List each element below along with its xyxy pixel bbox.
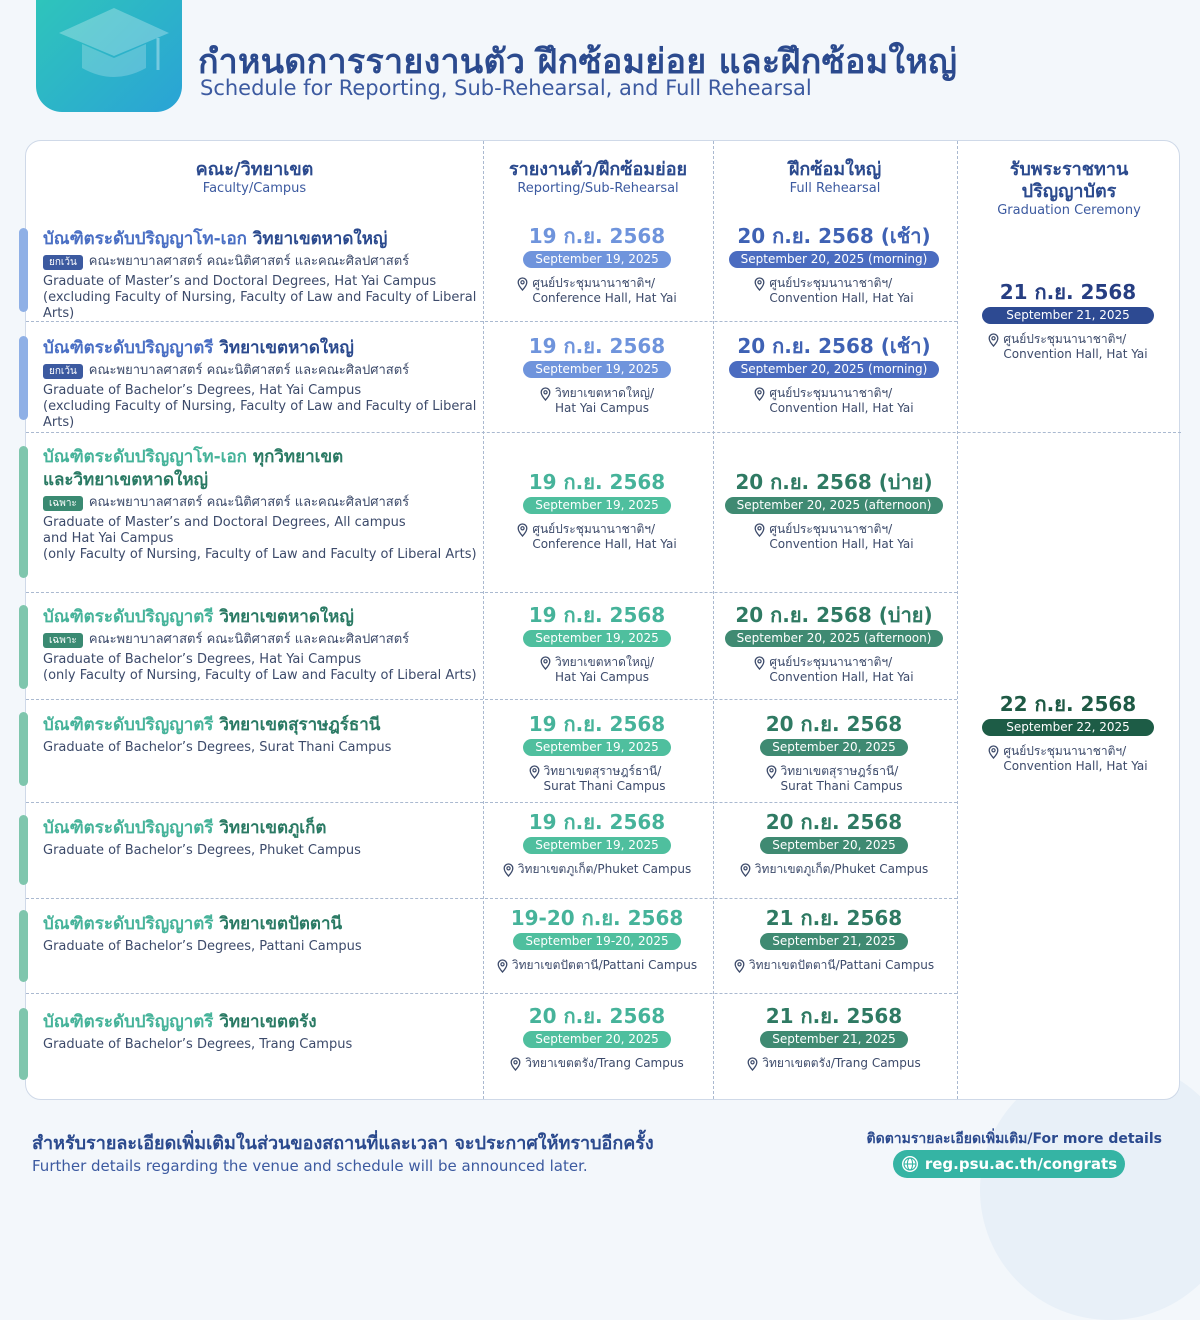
row-divider	[26, 592, 957, 593]
row-en-line: Graduate of Bachelor’s Degrees, Pattani Campus	[43, 939, 362, 954]
location: วิทยาเขตตรัง/Trang Campus	[747, 1056, 920, 1071]
date-th: 19 ก.ย. 2568	[528, 470, 666, 494]
column-header-en: Full Rehearsal	[789, 181, 881, 196]
full-rehearsal-cell	[712, 603, 956, 685]
row-accent-bar	[19, 336, 28, 420]
row-divider	[26, 898, 957, 899]
table-row	[43, 817, 478, 859]
location-pin-icon	[740, 863, 751, 877]
column-header-th: ฝึกซ้อมใหญ่	[788, 159, 882, 180]
column-header-th-line2: ปริญญาบัตร	[1021, 181, 1117, 202]
location: ศูนย์ประชุมนานาชาติฯ/ Conference Hall, Hat Yai	[517, 276, 676, 306]
row-en-line: (excluding Faculty of Nursing, Faculty of Law and Faculty of Liberal Arts)	[43, 290, 477, 321]
row-accent-bar	[19, 446, 28, 578]
row-tag-line: ยกเว้น คณะพยาบาลศาสตร์ คณะนิติศาสตร์ และคณะศิลปศาสตร์	[43, 253, 478, 271]
reporting-cell	[482, 1004, 712, 1075]
date-th: 19 ก.ย. 2568	[528, 603, 666, 627]
full-rehearsal-cell	[712, 906, 956, 977]
location-pin-icon	[747, 1057, 758, 1071]
page-subtitle: Schedule for Reporting, Sub-Rehearsal, and Full Rehearsal	[200, 76, 812, 100]
full-rehearsal-cell	[712, 810, 956, 881]
date-th: 22 ก.ย. 2568	[999, 692, 1137, 716]
row-title: บัณฑิตระดับปริญญาโท-เอก วิทยาเขตหาดใหญ่	[43, 229, 388, 249]
row-en-line: (only Faculty of Nursing, Faculty of Law and Faculty of Liberal Arts)	[43, 547, 477, 562]
location: วิทยาเขตสุราษฎร์ธานี/ Surat Thani Campus	[766, 764, 903, 794]
row-title: บัณฑิตระดับปริญญาตรี วิทยาเขตตรัง	[43, 1012, 317, 1032]
follow-label: ติดตามรายละเอียดเพิ่มเติม/For more details	[866, 1131, 1162, 1147]
date-pill: September 21, 2025	[760, 1031, 908, 1048]
status-badge: เฉพาะ	[43, 633, 83, 648]
reporting-cell	[482, 470, 712, 552]
location-pin-icon	[503, 863, 514, 877]
row-en-line: Graduate of Bachelor’s Degrees, Surat Thani Campus	[43, 740, 392, 755]
column-header-th: รายงานตัว/ฝึกซ้อมย่อย	[508, 159, 688, 180]
table-row	[43, 1011, 478, 1053]
logo-badge	[36, 0, 182, 112]
row-divider	[26, 699, 957, 700]
date-pill: September 20, 2025	[760, 837, 908, 854]
date-th: 19 ก.ย. 2568	[528, 712, 666, 736]
date-pill: September 20, 2025 (morning)	[729, 251, 940, 268]
location-pin-icon	[766, 765, 777, 779]
date-pill: September 20, 2025 (afternoon)	[725, 630, 944, 647]
location: วิทยาเขตสุราษฎร์ธานี/ Surat Thani Campus	[529, 764, 666, 794]
row-en-line: (excluding Faculty of Nursing, Faculty of Law and Faculty of Liberal Arts)	[43, 399, 477, 430]
date-pill: September 21, 2025	[760, 933, 908, 950]
location-pin-icon	[497, 959, 508, 973]
column-header-en: Reporting/Sub-Rehearsal	[517, 181, 679, 196]
location-pin-icon	[517, 523, 528, 537]
date-pill: September 19-20, 2025	[513, 933, 680, 950]
page-title: กำหนดการรายงานตัว ฝึกซ้อมย่อย และฝึกซ้อมใหญ่	[198, 42, 958, 82]
location: ศูนย์ประชุมนานาชาติฯ/ Conference Hall, Hat Yai	[517, 522, 676, 552]
column-header-en: Graduation Ceremony	[997, 203, 1141, 218]
location: ศูนย์ประชุมนานาชาติฯ/ Convention Hall, Hat Yai	[754, 276, 913, 306]
location-pin-icon	[540, 656, 551, 670]
row-accent-bar	[19, 712, 28, 786]
date-pill: September 19, 2025	[523, 837, 671, 854]
row-title-line2: และวิทยาเขตหาดใหญ่	[43, 470, 209, 490]
date-th: 20 ก.ย. 2568	[765, 712, 903, 736]
status-badge: ยกเว้น	[43, 255, 83, 270]
column-header-faculty	[26, 159, 483, 197]
row-en-line: Graduate of Master’s and Doctoral Degrees, All campus	[43, 515, 406, 530]
status-badge: เฉพาะ	[43, 496, 83, 511]
location-pin-icon	[988, 333, 999, 347]
row-en-line: Graduate of Master’s and Doctoral Degrees, Hat Yai Campus	[43, 274, 437, 289]
full-rehearsal-cell	[712, 712, 956, 794]
date-pill: September 20, 2025	[760, 739, 908, 756]
row-tag-line: เฉพาะ คณะพยาบาลศาสตร์ คณะนิติศาสตร์ และคณะศิลปศาสตร์	[43, 494, 478, 512]
date-th: 20 ก.ย. 2568 (เช้า)	[737, 334, 931, 358]
column-header-th: คณะ/วิทยาเขต	[195, 159, 314, 180]
reporting-cell	[482, 810, 712, 881]
date-th: 19 ก.ย. 2568	[528, 810, 666, 834]
row-title: บัณฑิตระดับปริญญาตรี วิทยาเขตสุราษฎร์ธานี	[43, 715, 381, 735]
date-pill: September 20, 2025 (morning)	[729, 361, 940, 378]
row-en-line: and Hat Yai Campus	[43, 531, 174, 546]
date-pill: September 19, 2025	[523, 251, 671, 268]
location-pin-icon	[517, 277, 528, 291]
row-en-line: Graduate of Bachelor’s Degrees, Hat Yai Campus	[43, 652, 362, 667]
footer-note-th: สำหรับรายละเอียดเพิ่มเติมในส่วนของสถานที่และเวลา จะประกาศให้ทราบอีกครั้ง	[32, 1133, 654, 1154]
location-pin-icon	[988, 745, 999, 759]
date-pill: September 19, 2025	[523, 739, 671, 756]
date-th: 21 ก.ย. 2568	[765, 906, 903, 930]
location-pin-icon	[754, 656, 765, 670]
date-pill: September 19, 2025	[523, 361, 671, 378]
date-th: 19-20 ก.ย. 2568	[510, 906, 684, 930]
location-pin-icon	[734, 959, 745, 973]
date-th: 19 ก.ย. 2568	[528, 224, 666, 248]
ceremony-cell	[956, 692, 1180, 774]
row-tag-line: เฉพาะ คณะพยาบาลศาสตร์ คณะนิติศาสตร์ และคณะศิลปศาสตร์	[43, 631, 478, 649]
row-en-line: Graduate of Bachelor’s Degrees, Hat Yai Campus	[43, 383, 362, 398]
full-rehearsal-cell	[712, 224, 956, 306]
row-accent-bar	[19, 605, 28, 689]
location: วิทยาเขตหาดใหญ่/ Hat Yai Campus	[540, 655, 654, 685]
location-pin-icon	[510, 1057, 521, 1071]
ceremony-cell	[956, 280, 1180, 362]
location: ศูนย์ประชุมนานาชาติฯ/ Convention Hall, Hat Yai	[988, 332, 1147, 362]
full-rehearsal-cell	[712, 334, 956, 416]
reporting-cell	[482, 712, 712, 794]
table-row	[43, 913, 478, 955]
date-th: 21 ก.ย. 2568	[999, 280, 1137, 304]
location: วิทยาเขตปัตตานี/Pattani Campus	[734, 958, 934, 973]
location: วิทยาเขตภูเก็ต/Phuket Campus	[503, 862, 691, 877]
globe-icon	[901, 1155, 919, 1173]
location: วิทยาเขตปัตตานี/Pattani Campus	[497, 958, 697, 973]
row-accent-bar	[19, 910, 28, 982]
row-accent-bar	[19, 1008, 28, 1080]
status-badge: ยกเว้น	[43, 364, 83, 379]
date-pill: September 19, 2025	[523, 630, 671, 647]
location: วิทยาเขตหาดใหญ่/ Hat Yai Campus	[540, 386, 654, 416]
row-accent-bar	[19, 815, 28, 885]
row-title: บัณฑิตระดับปริญญาตรี วิทยาเขตปัตตานี	[43, 914, 343, 934]
table-row	[43, 228, 478, 322]
date-th: 20 ก.ย. 2568 (บ่าย)	[735, 470, 933, 494]
row-en-line: Graduate of Bachelor’s Degrees, Phuket Campus	[43, 843, 361, 858]
reporting-cell	[482, 334, 712, 416]
row-title: บัณฑิตระดับปริญญาตรี วิทยาเขตหาดใหญ่	[43, 338, 354, 358]
date-th: 21 ก.ย. 2568	[765, 1004, 903, 1028]
location: ศูนย์ประชุมนานาชาติฯ/ Convention Hall, Hat Yai	[754, 655, 913, 685]
location: ศูนย์ประชุมนานาชาติฯ/ Convention Hall, Hat Yai	[754, 522, 913, 552]
row-en-line: (only Faculty of Nursing, Faculty of Law and Faculty of Liberal Arts)	[43, 668, 477, 683]
location-pin-icon	[540, 387, 551, 401]
location: ศูนย์ประชุมนานาชาติฯ/ Convention Hall, Hat Yai	[988, 744, 1147, 774]
table-row	[43, 337, 478, 431]
location: วิทยาเขตตรัง/Trang Campus	[510, 1056, 683, 1071]
row-divider	[26, 802, 957, 803]
reporting-cell	[482, 224, 712, 306]
date-pill: September 19, 2025	[523, 497, 671, 514]
row-title: บัณฑิตระดับปริญญาตรี วิทยาเขตหาดใหญ่	[43, 607, 354, 627]
row-divider	[26, 993, 957, 994]
row-divider	[26, 432, 1181, 433]
reporting-cell	[482, 603, 712, 685]
date-th: 20 ก.ย. 2568 (บ่าย)	[735, 603, 933, 627]
location-pin-icon	[529, 765, 540, 779]
row-title: บัณฑิตระดับปริญญาโท-เอก ทุกวิทยาเขต	[43, 447, 344, 467]
row-title: บัณฑิตระดับปริญญาตรี วิทยาเขตภูเก็ต	[43, 818, 327, 838]
location-pin-icon	[754, 387, 765, 401]
column-header-ceremony	[957, 159, 1181, 219]
date-pill: September 20, 2025 (afternoon)	[725, 497, 944, 514]
row-tag-line: ยกเว้น คณะพยาบาลศาสตร์ คณะนิติศาสตร์ และคณะศิลปศาสตร์	[43, 362, 478, 380]
date-pill: September 22, 2025	[982, 719, 1154, 736]
location: วิทยาเขตภูเก็ต/Phuket Campus	[740, 862, 928, 877]
full-rehearsal-cell	[712, 470, 956, 552]
url-text[interactable]: reg.psu.ac.th/congrats	[924, 1155, 1118, 1173]
graduation-cap-icon	[54, 0, 174, 98]
column-header-th: รับพระราชทาน	[1009, 159, 1129, 180]
row-accent-bar	[19, 228, 28, 312]
date-th: 20 ก.ย. 2568 (เช้า)	[737, 224, 931, 248]
location: ศูนย์ประชุมนานาชาติฯ/ Convention Hall, Hat Yai	[754, 386, 913, 416]
date-th: 19 ก.ย. 2568	[528, 334, 666, 358]
location-pin-icon	[754, 523, 765, 537]
date-th: 20 ก.ย. 2568	[528, 1004, 666, 1028]
location-pin-icon	[754, 277, 765, 291]
table-row	[43, 446, 478, 563]
date-pill: September 21, 2025	[982, 307, 1154, 324]
reporting-cell	[482, 906, 712, 977]
column-header-reporting	[483, 159, 713, 197]
date-th: 20 ก.ย. 2568	[765, 810, 903, 834]
column-header-full-rehearsal	[713, 159, 957, 197]
date-pill: September 20, 2025	[523, 1031, 671, 1048]
table-row	[43, 714, 478, 756]
full-rehearsal-cell	[712, 1004, 956, 1075]
row-en-line: Graduate of Bachelor’s Degrees, Trang Campus	[43, 1037, 353, 1052]
column-header-en: Faculty/Campus	[202, 181, 307, 196]
footer-note-en: Further details regarding the venue and schedule will be announced later.	[32, 1157, 588, 1175]
url-link[interactable]	[893, 1150, 1125, 1178]
table-row	[43, 606, 478, 684]
